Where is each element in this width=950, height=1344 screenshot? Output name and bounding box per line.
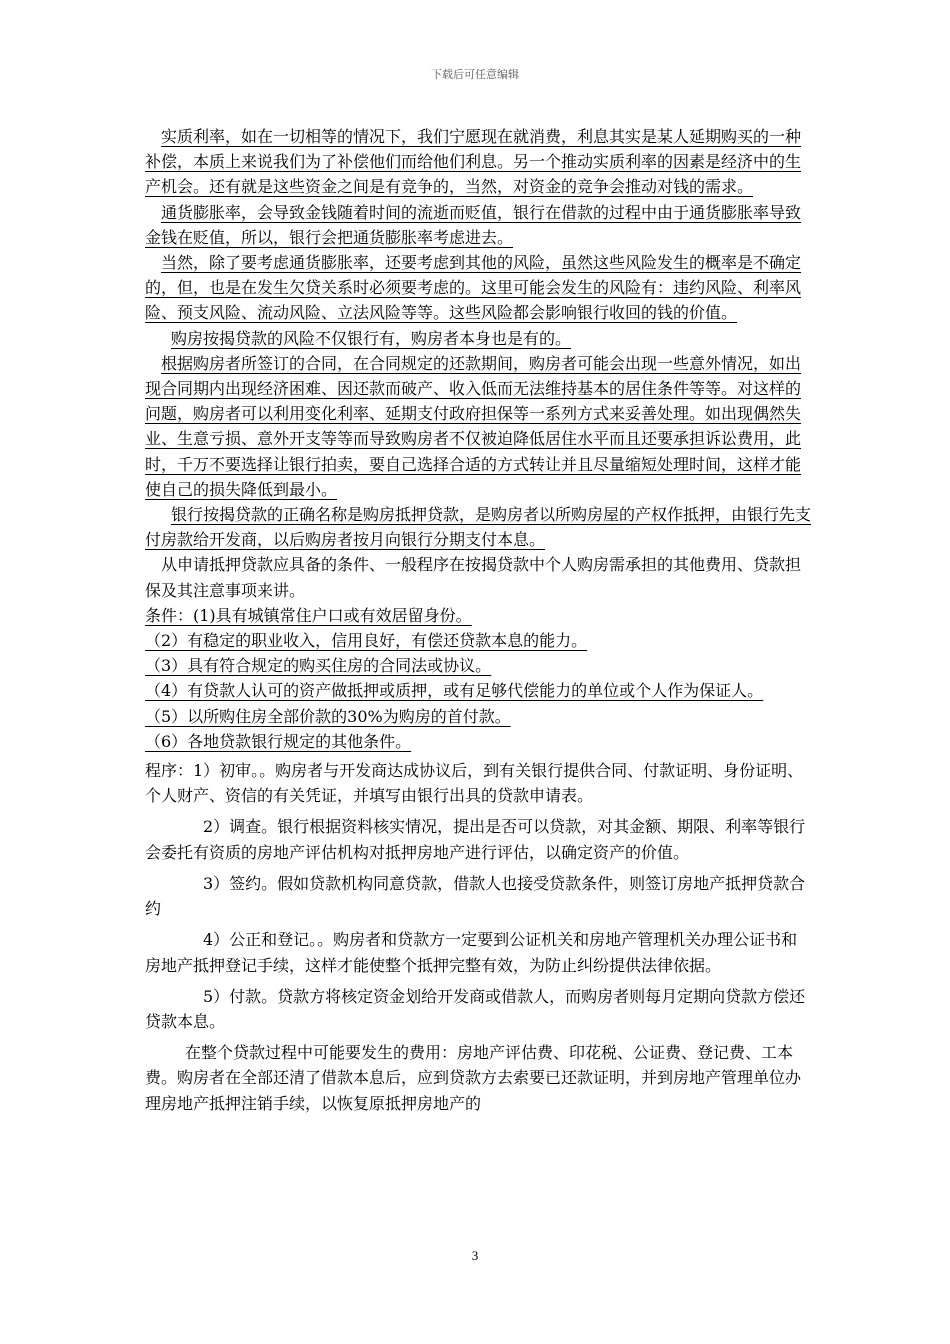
paragraph-buyer-risk: 购房按揭贷款的风险不仅银行有，购房者本身也是有的。 <box>171 328 572 348</box>
procedure-step: 4）公正和登记。。购房者和贷款方一定要到公证机关和房地产管理机关办理公证书和房地产抵押登记手续，这样才能使整个抵押完整有效，为防止纠纷提供法律依据。 <box>145 930 798 975</box>
condition-item: （6）各地贷款银行规定的其他条件。 <box>145 731 412 751</box>
paragraph-contract: 根据购房者所签订的合同，在合同规定的还款期间，购房者可能会出现一些意外情况，如出现合同期内出现经济困难、因还款而破产、收入低而无法维持基本的居住条件等等。对这样的问题，购房者可以利用变化利率、延期支付政府担保等一系列方式来妥善处理。如出现偶然失业、生意亏损、意外开支等等而导致购房者不仅被迫降低居住水平而且还要承担诉讼费用，此时，千万不要选择让银行拍卖，要自己选择合适的方式转让并且尽量缩短处理时间，这样才能使自己的损失降低到最小。 <box>145 353 802 499</box>
page-number: 3 <box>471 1248 479 1263</box>
procedure-step: 3）签约。假如贷款机构同意贷款，借款人也接受贷款条件，则签订房地产抵押贷款合约 <box>145 873 806 919</box>
paragraph-intro-conditions: 从申请抵押贷款应具备的条件、一般程序在按揭贷款中个人购房需承担的其他费用、贷款担保及其注意事项来讲。 <box>145 555 802 600</box>
condition-item: 条件：(1)具有城镇常住户口或有效居留身份。 <box>145 605 472 625</box>
condition-item: （3）具有符合规定的购买住房的合同法或协议。 <box>145 656 492 676</box>
document-body <box>145 124 813 1116</box>
procedure-list <box>145 758 813 1034</box>
paragraph-other-risks: 当然，除了要考虑通货膨胀率，还要考虑到其他的风险，虽然这些风险发生的概率是不确定的，但，也是在发生欠贷关系时必须要考虑的。这里可能会发生的风险有：违约风险、利率风险、预支风险、流动风险、立法风险等等。这些风险都会影响银行收回的钱的价值。 <box>145 253 802 323</box>
procedure-step: 2）调查。银行根据资料核实情况，提出是否可以贷款，对其金额、期限、利率等银行会委托有资质的房地产评估机构对抵押房地产进行评估，以确定资产的价值。 <box>145 817 806 862</box>
paragraph-fees: 在整个贷款过程中可能要发生的费用：房地产评估费、印花税、公证费、登记费、工本费。购房者在全部还清了借款本息后，应到贷款方去索要已还款证明，并到房地产管理单位办理房地产抵押注销手续，以恢复原抵押房地产的 <box>145 1043 802 1113</box>
paragraph-inflation: 通货膨胀率，会导致金钱随着时间的流逝而贬值，银行在借款的过程中由于通货膨胀率导致金钱在贬值，所以，银行会把通货膨胀率考虑进去。 <box>145 202 802 247</box>
conditions-list <box>145 603 813 754</box>
procedure-step: 5）付款。贷款方将核定资金划给开发商或借款人，而购房者则每月定期向贷款方偿还贷款本息。 <box>145 986 806 1031</box>
condition-item: （4）有贷款人认可的资产做抵押或质押，或有足够代偿能力的单位或个人作为保证人。 <box>145 681 764 701</box>
page-header: 下载后可任意编辑 <box>431 68 519 81</box>
condition-item: （2）有稳定的职业收入，信用良好，有偿还贷款本息的能力。 <box>145 631 588 651</box>
paragraph-mortgage-definition: 银行按揭贷款的正确名称是购房抵押贷款，是购房者以所购房屋的产权作抵押，由银行先支付房款给开发商，以后购房者按月向银行分期支付本息。 <box>145 505 812 550</box>
condition-item: （5）以所购住房全部价款的30%为购房的首付款。 <box>145 706 511 726</box>
paragraph-real-interest-rate: 实质利率，如在一切相等的情况下，我们宁愿现在就消费，利息其实是某人延期购买的一种补偿，本质上来说我们为了补偿他们而给他们利息。另一个推动实质利率的因素是经济中的生产机会。还有就是这些资金之间是有竞争的，当然，对资金的竞争会推动对钱的需求。 <box>145 127 802 197</box>
procedure-step: 程序：1）初审。。购房者与开发商达成协议后，到有关银行提供合同、付款证明、身份证明、个人财产、资信的有关凭证，并填写由银行出具的贷款申请表。 <box>145 761 804 806</box>
